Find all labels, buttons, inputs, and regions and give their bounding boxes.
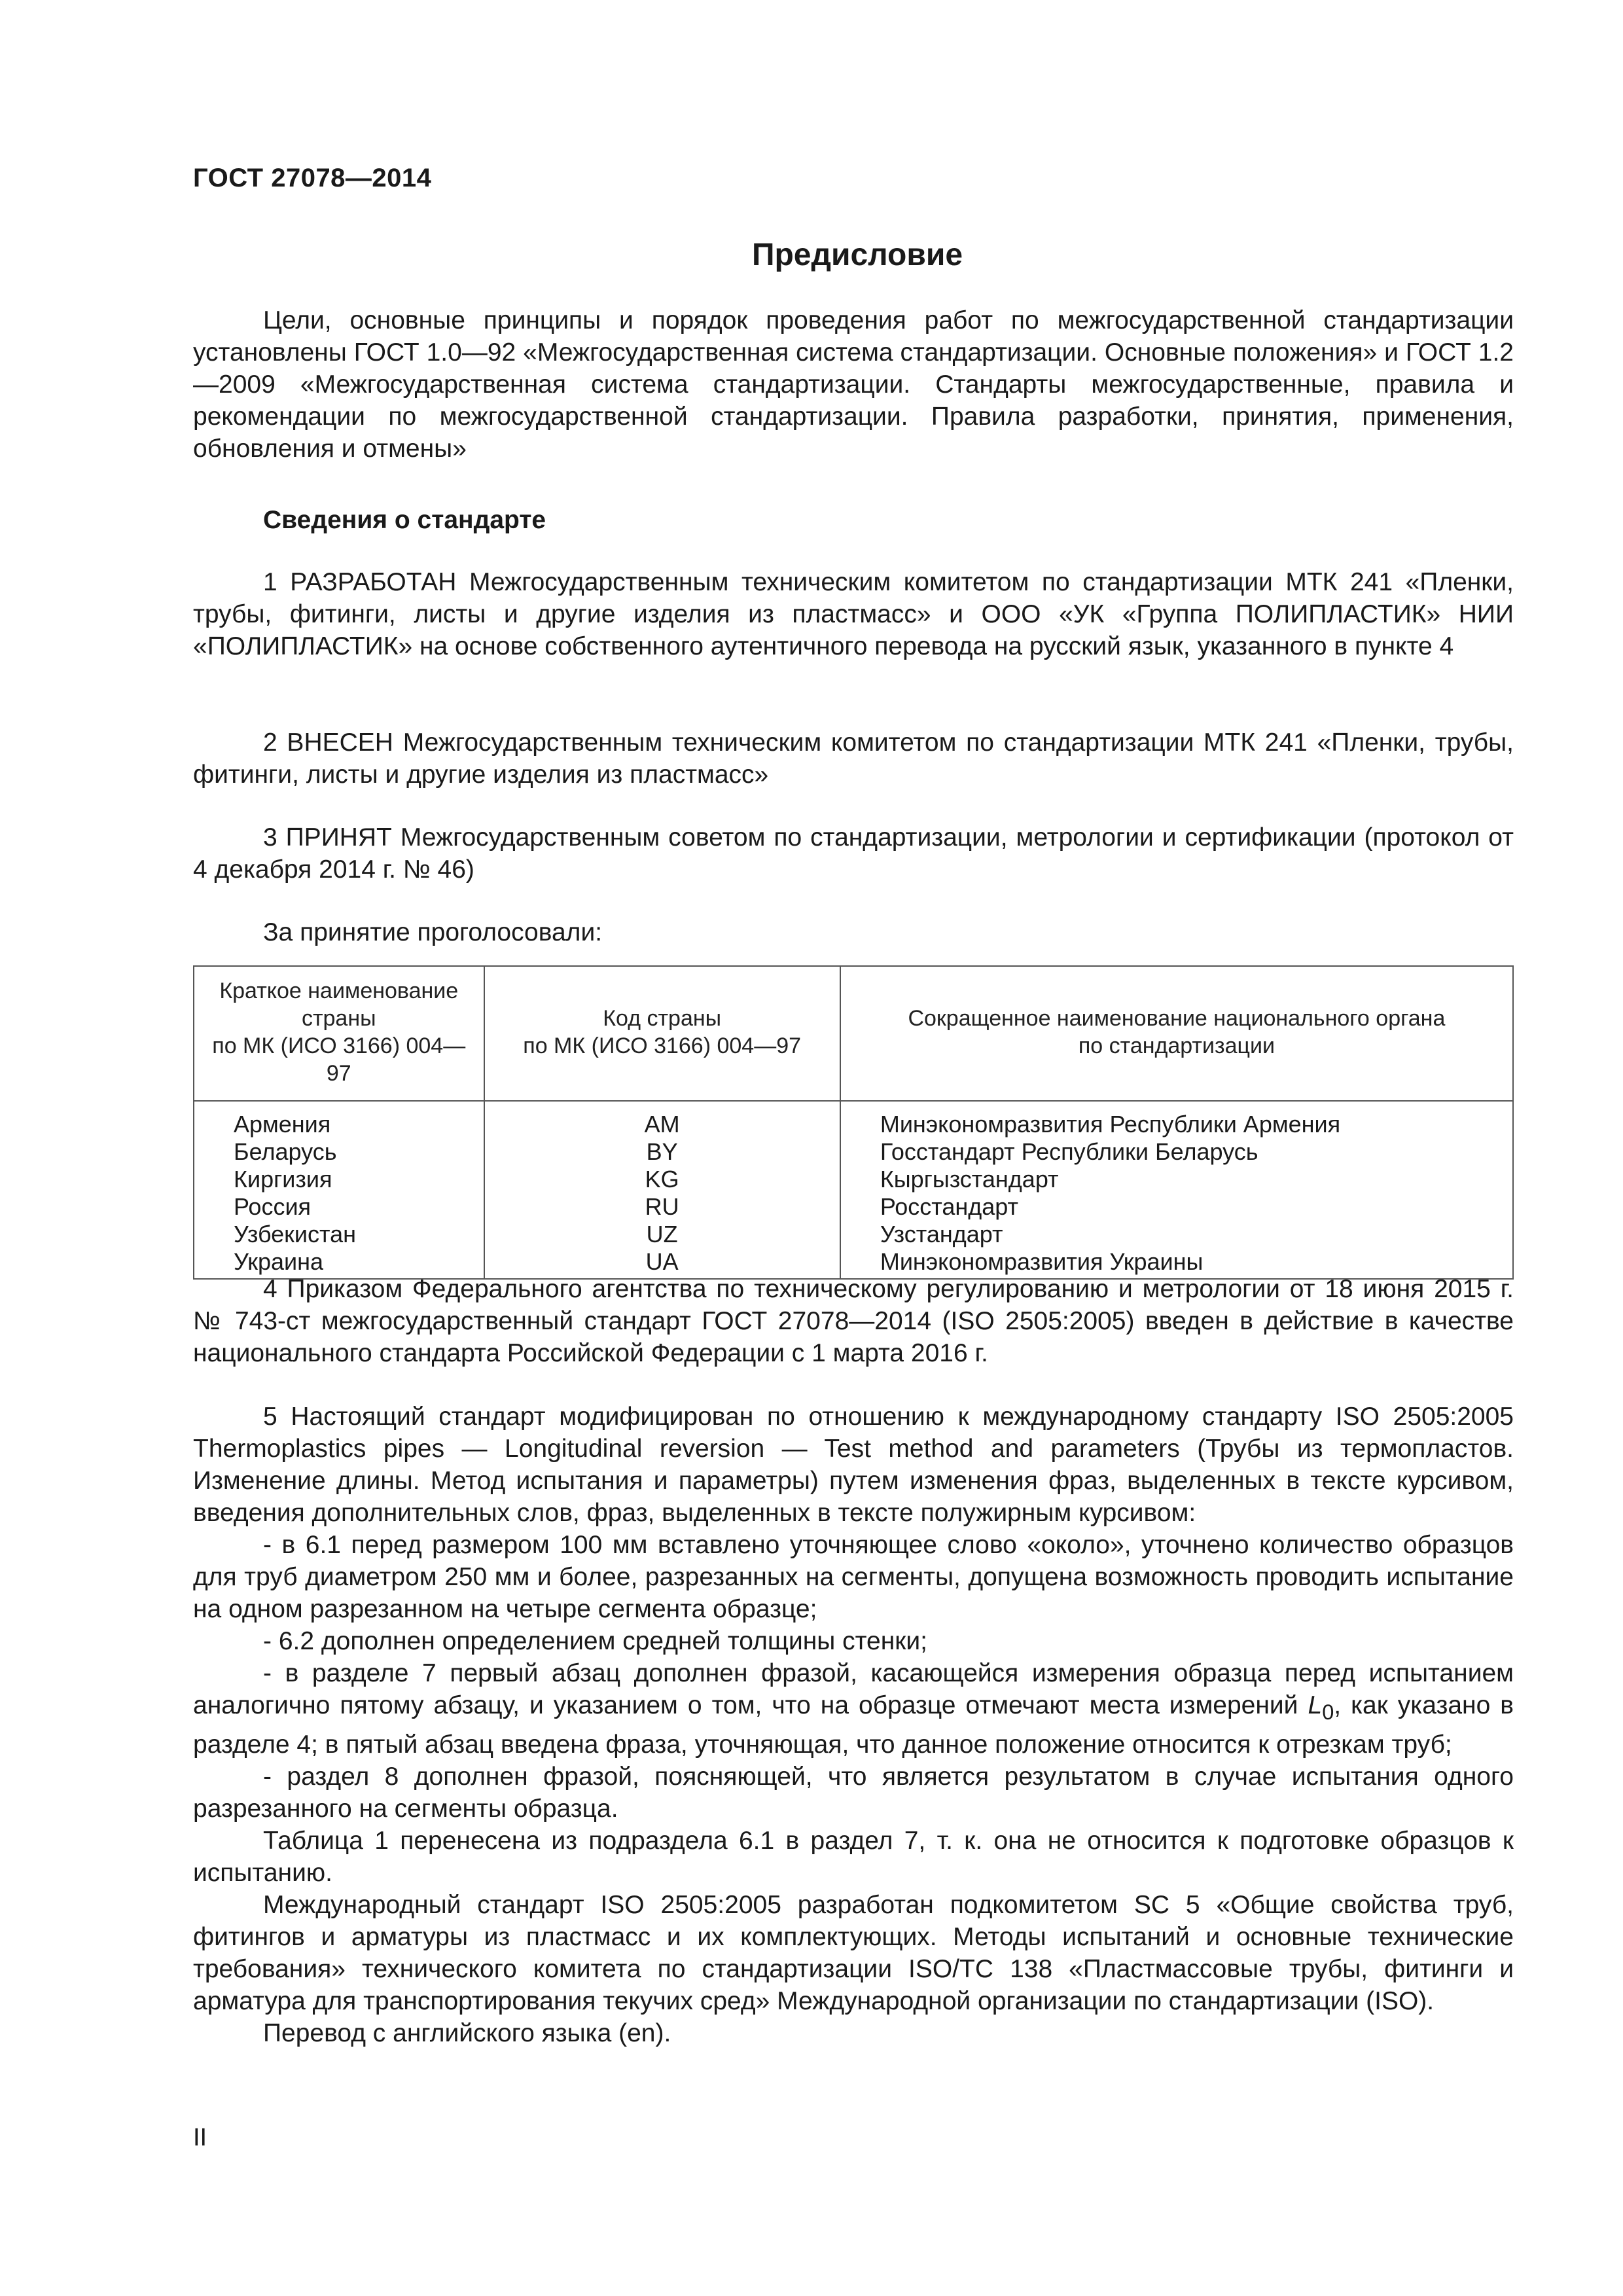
country-code-cell: KG <box>484 1166 840 1193</box>
intro-paragraph: Цели, основные принципы и порядок проведения работ по межгосударственной стандартизации установлены ГОСТ 1.0—92 «Межгосударственная система стандартизации. Основные положения» и ГОСТ 1.2—2009 «Межгосударственная система стандартизации. Стандарты межгосударственные, правила и рекомендации по межгосударственной стандартизации. Правила разработки, принятия, применения, обновления и отмены» <box>193 306 1514 463</box>
country-code-cell: RU <box>484 1193 840 1221</box>
table-row <box>194 1101 1513 1138</box>
country-name-cell: Украина <box>194 1248 484 1279</box>
national-body-cell: Кыргызстандарт <box>840 1166 1513 1193</box>
vote-label-section <box>193 916 1514 948</box>
item-3-paragraph: 3 ПРИНЯТ Межгосударственным советом по стандартизации, метрологии и сертификации (протокол от 4 декабря 2014 г. № 46) <box>193 823 1514 884</box>
item-4-paragraph: 4 Приказом Федерального агентства по техническому регулированию и метрологии от 18 июня 2015 г. № 743-ст межгосударственный стандарт ГОСТ 27078—2014 (ISO 2505:2005) введен в действие в качестве национального стандарта Российской Федерации с 1 марта 2016 г. <box>193 1275 1514 1367</box>
item-5-paragraph: 5 Настоящий стандарт модифицирован по отношению к международному стандарту ISO 2505:2005 Thermoplastics pipes — Longitudinal reversion — Test method and parameters (Трубы из термопластов. Изменение длины. Метод испытания и параметры) путем изменения фраз, выделенных в тексте курсивом, введения дополнительных слов, фраз, выделенных в тексте полужирным курсивом: <box>193 1403 1514 1527</box>
page-number: II <box>193 2124 207 2151</box>
item-2-section <box>193 726 1514 791</box>
table-row <box>194 1193 1513 1221</box>
table-row <box>194 1166 1513 1193</box>
item-1-paragraph: 1 РАЗРАБОТАН Межгосударственным техническим комитетом по стандартизации МТК 241 «Пленки, трубы, фитинги, листы и другие изделия из пластмасс» и ООО «УК «Группа ПОЛИПЛАСТИК» НИИ «ПОЛИПЛАСТИК» на основе собственного аутентичного перевода на русский язык, указанного в пункте 4 <box>193 568 1514 660</box>
bullet-6-2: - 6.2 дополнен определением средней толщины стенки; <box>263 1627 927 1655</box>
table-header-row <box>194 966 1513 1101</box>
country-code-cell: BY <box>484 1138 840 1166</box>
variable-subscript: 0 <box>1322 1700 1334 1724</box>
country-name-cell: Армения <box>194 1101 484 1138</box>
country-name-cell: Киргизия <box>194 1166 484 1193</box>
iso-origin-paragraph: Международный стандарт ISO 2505:2005 разработан подкомитетом SC 5 «Общие свойства труб, фитингов и арматуры из пластмасс и их комплектующих. Методы испытаний и основные технические требования» технического комитета по стандартизации ISO/TC 138 «Пластмассовые трубы, фитинги и арматура для транспортирования текучих сред» Международной организации по стандартизации (ISO). <box>193 1890 1514 2015</box>
national-body-cell: Минэкономразвития Украины <box>840 1248 1513 1279</box>
standard-info-heading: Сведения о стандарте <box>263 506 546 534</box>
national-body-cell: Узстандарт <box>840 1221 1513 1248</box>
header-country-code: Код страны по МК (ИСО 3166) 004—97 <box>484 966 840 1101</box>
header-country-name: Краткое наименование страны по МК (ИСО 3166) 004—97 <box>194 966 484 1101</box>
item-1-section <box>193 566 1514 662</box>
voting-table <box>193 965 1514 1280</box>
item-2-paragraph: 2 ВНЕСЕН Межгосударственным техническим комитетом по стандартизации МТК 241 «Пленки, трубы, фитинги, листы и другие изделия из пластмасс» <box>193 728 1514 789</box>
variable-l: L <box>1308 1691 1323 1719</box>
country-name-cell: Беларусь <box>194 1138 484 1166</box>
vote-label: За принятие проголосовали: <box>263 918 603 946</box>
national-body-cell: Госстандарт Республики Беларусь <box>840 1138 1513 1166</box>
country-name-cell: Узбекистан <box>194 1221 484 1248</box>
table-row <box>194 1221 1513 1248</box>
table-row <box>194 1138 1513 1166</box>
country-code-cell: UA <box>484 1248 840 1279</box>
item-4-section <box>193 1273 1514 1369</box>
country-code-cell: AM <box>484 1101 840 1138</box>
national-body-cell: Минэкономразвития Республики Армения <box>840 1101 1513 1138</box>
bullet-section-7: - в разделе 7 первый абзац дополнен фразой, касающейся измерения образца перед испытанием аналогично пятому абзацу, и указанием о том, что на образце отмечают места измерений $L_0$, как указано в разделе 4; в пятый абзац введена фраза, уточняющая, что данное положение относится к отрезкам труб; <box>193 1659 1514 1759</box>
country-code-cell: UZ <box>484 1221 840 1248</box>
document-code: ГОСТ 27078—2014 <box>193 164 432 192</box>
item-5-section <box>193 1401 1514 2049</box>
bullet-6-1: - в 6.1 перед размером 100 мм вставлено уточняющее слово «около», уточнено количество образцов для труб диаметром 250 мм и более, разрезанных на сегменты, допущена возможность проводить испытание на одном разрезанном на четыре сегмента образце; <box>193 1531 1514 1623</box>
national-body-cell: Росстандарт <box>840 1193 1513 1221</box>
page-title: Предисловие <box>751 238 963 272</box>
intro-section <box>193 304 1514 465</box>
subheading-section <box>193 504 1514 536</box>
bullet-section-8: - раздел 8 дополнен фразой, поясняющей, что является результатом в случае испытания одного разрезанного на сегменты образца. <box>193 1762 1514 1823</box>
country-name-cell: Россия <box>194 1193 484 1221</box>
table-1-note: Таблица 1 перенесена из подраздела 6.1 в раздел 7, т. к. она не относится к подготовке образцов к испытанию. <box>193 1826 1514 1887</box>
translation-note: Перевод с английского языка (en). <box>263 2018 671 2047</box>
header-national-body: Сокращенное наименование национального органа по стандартизации <box>840 966 1513 1101</box>
item-3-section <box>193 821 1514 886</box>
